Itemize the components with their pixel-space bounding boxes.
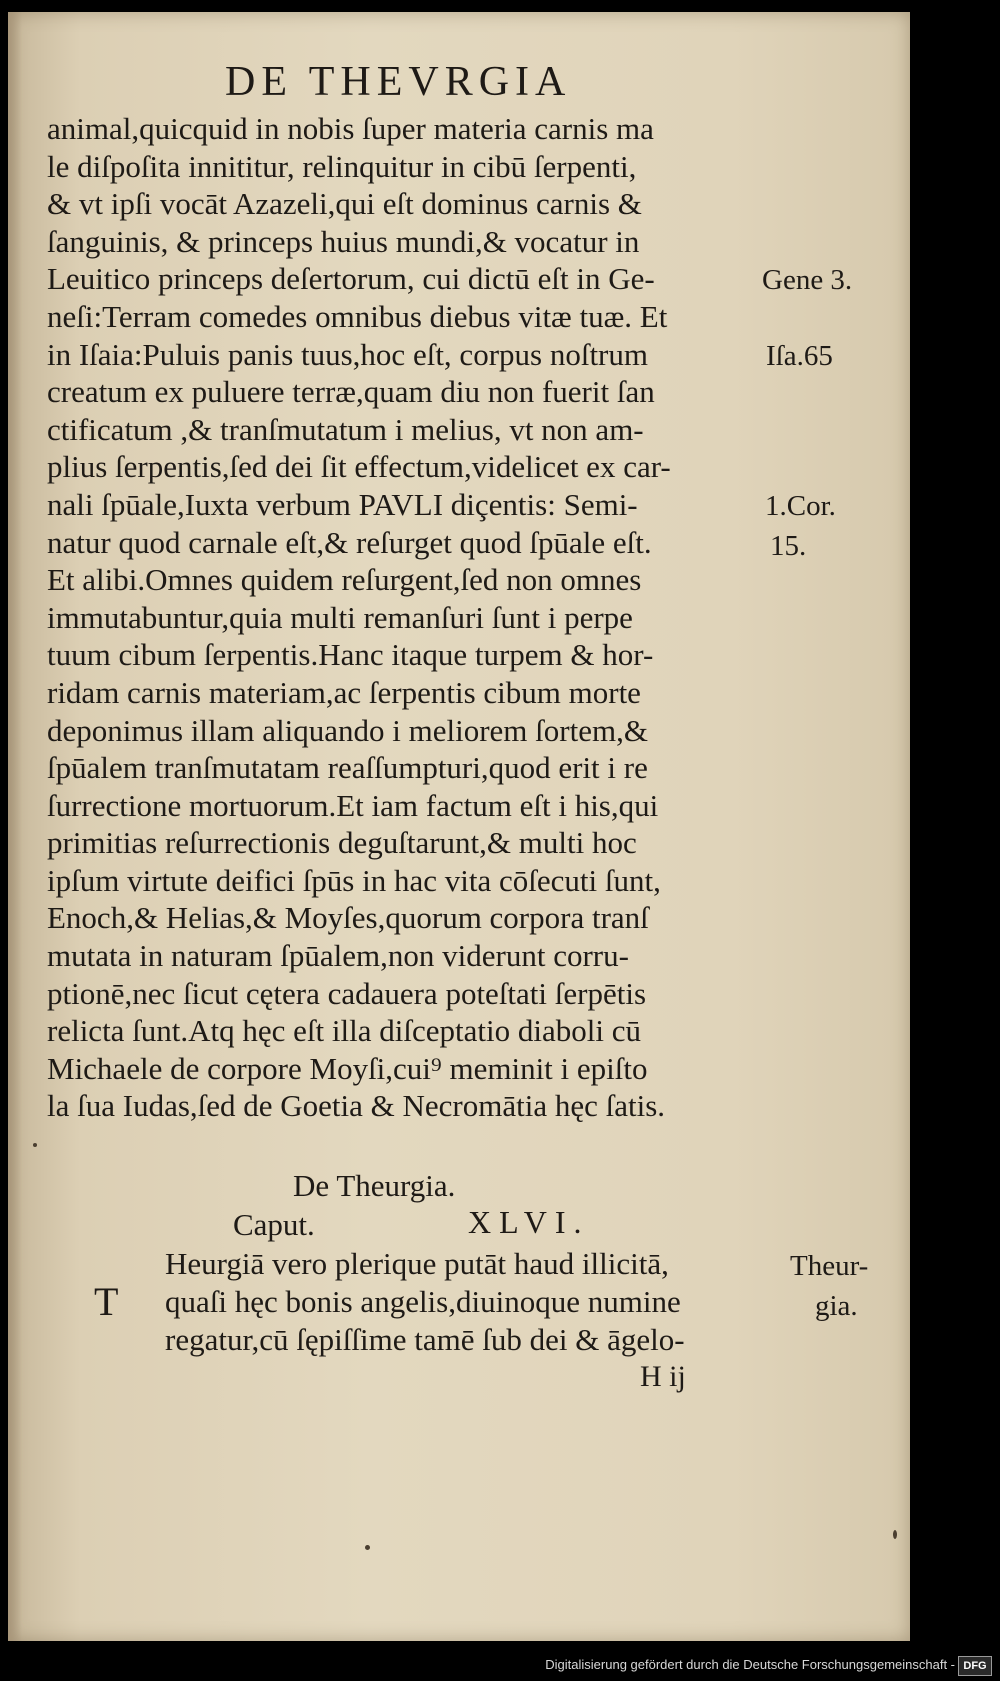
text-line: relicta ſunt.Atq hęc eſt illa diſceptatio diaboli cū [47, 1013, 641, 1049]
text-line: primitias reſurrectionis deguſtarunt,& multi hoc [47, 825, 637, 861]
running-head: DE THEVRGIA [225, 59, 572, 105]
paper-speck [33, 1143, 37, 1147]
text-line: neſi:Terram comedes omnibus diebus vitæ tuæ. Et [47, 298, 668, 334]
text-line: deponimus illam aliquando i meliorem ſortem,& [47, 712, 648, 748]
text-line: mutata in naturam ſpūalem,non viderunt corru- [47, 938, 629, 974]
text-line: regatur,cū ſępiſſime tamē ſub dei & āgelo- [165, 1322, 685, 1357]
marginal-note-cor: 1.Cor. [765, 490, 836, 522]
text-line: Leuitico princeps deſertorum, cui dictū eſt in Ge- [47, 261, 655, 297]
text-line: ridam carnis materiam,ac ſerpentis cibum morte [47, 674, 641, 710]
text-line: Michaele de corpore Moyſi,cui⁹ meminit i epiſto [47, 1050, 648, 1086]
text-line: Heurgiā vero plerique putāt haud illicitā, [165, 1246, 669, 1281]
chapter-text [165, 1245, 785, 1359]
footer-credit: Digitalisierung gefördert durch die Deutsche Forschungsgemeinschaft - [545, 1657, 955, 1672]
text-line: natur quod carnale eſt,& reſurget quod ſpūale eſt. [47, 524, 652, 560]
marginal-note-theurgia-1: Theur- [790, 1250, 869, 1282]
chapter-number: XLVI. [468, 1204, 590, 1240]
marginal-note-cor-number: 15. [770, 530, 807, 562]
text-line: Et alibi.Omnes quidem reſurgent,ſed non omnes [47, 562, 642, 598]
text-line: animal,quicquid in nobis ſuper materia carnis ma [47, 111, 654, 146]
marginal-note-theurgia-2: gia. [815, 1290, 858, 1322]
page-gutter-shadow [8, 12, 22, 1641]
text-line: plius ſerpentis,ſed dei ſit effectum,videlicet ex car- [47, 449, 671, 485]
text-line: & vt ipſi vocāt Azazeli,qui eſt dominus carnis & [47, 186, 642, 222]
paper-speck [365, 1545, 370, 1550]
chapter-label: Caput. [233, 1207, 315, 1242]
text-line: creatum ex puluere terræ,quam diu non fuerit ſan [47, 374, 655, 410]
text-line: immutabuntur,quia multi remanſuri ſunt i perpe [47, 599, 633, 635]
signature-mark: H ij [640, 1360, 686, 1393]
paper-speck [893, 1530, 897, 1539]
text-line: ſanguinis, & princeps huius mundi,& vocatur in [47, 223, 640, 259]
section-heading: De Theurgia. [293, 1168, 456, 1203]
text-line: ſurrectione mortuorum.Et iam factum eſt i his,qui [47, 787, 659, 823]
text-line: la ſua Iudas,ſed de Goetia & Necromātia hęc ſatis. [47, 1088, 666, 1124]
text-line: Enoch,& Helias,& Moyſes,quorum corpora tranſ [47, 900, 649, 936]
text-line: ctificatum ,& tranſmutatum i melius, vt non am- [47, 411, 644, 447]
text-line: le diſpoſita innititur, relinquitur in cibū ſerpenti, [47, 148, 637, 184]
text-line: in Iſaia:Puluis panis tuus,hoc eſt, corpus noſtrum [47, 336, 648, 372]
text-line: nali ſpūale,Iuxta verbum PAVLI diçentis: Semi- [47, 486, 638, 522]
text-line: quaſi hęc bonis angelis,diuinoque numine [165, 1284, 681, 1319]
marginal-note-gene: Gene 3. [762, 264, 853, 296]
dfg-logo-icon: DFG [958, 1656, 992, 1676]
marginal-note-isa: Iſa.65 [766, 340, 833, 372]
text-line: ſpūalem tranſmutatam reaſſumpturi,quod erit i re [47, 750, 648, 786]
text-line: tuum cibum ſerpentis.Hanc itaque turpem & hor- [47, 637, 654, 673]
text-line: ptionē,nec ſicut cętera cadauera poteſtati ſerpētis [47, 975, 647, 1011]
body-text [47, 110, 767, 1125]
drop-initial: T [94, 1279, 119, 1324]
footer-bar [0, 1653, 1000, 1681]
text-line: ipſum virtute deifici ſpūs in hac vita cōſecuti ſunt, [47, 862, 661, 898]
